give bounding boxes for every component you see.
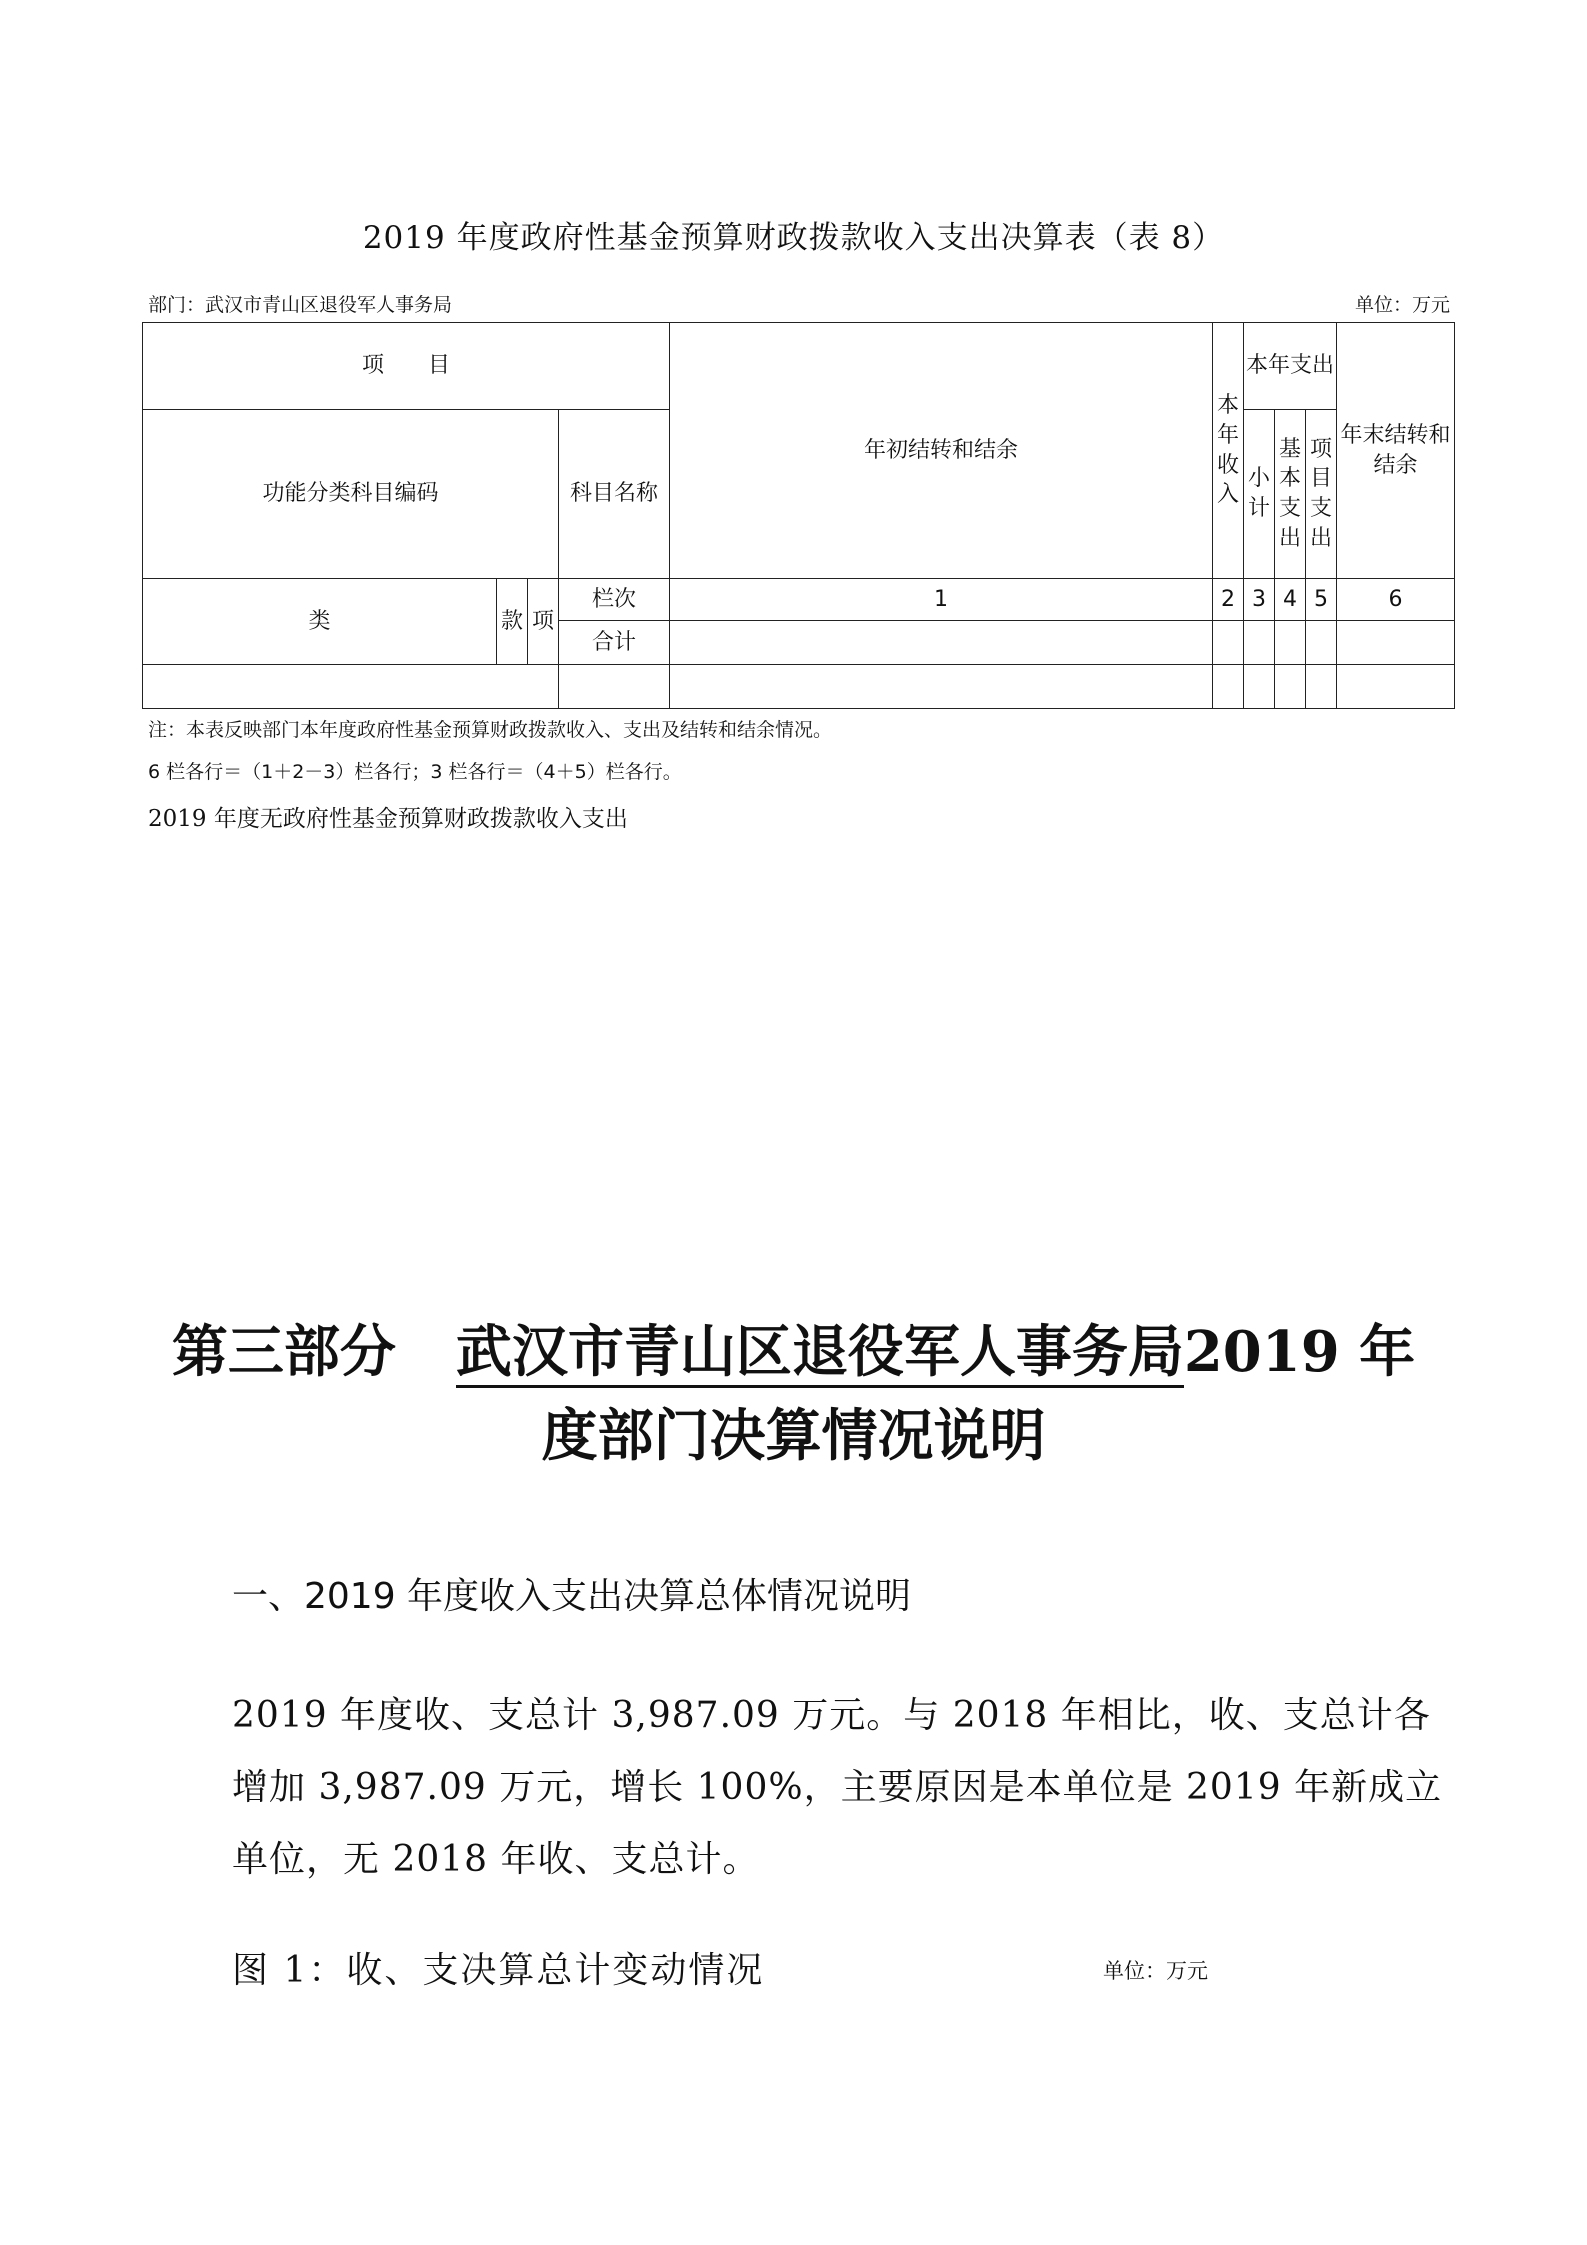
figure-caption: 图 1：收、支决算总计变动情况 — [232, 1950, 765, 1991]
table-note: 注：本表反映部门本年度政府性基金预算财政拨款收入、支出及结转和结余情况。 — [148, 719, 833, 741]
part-heading-org: 武汉市青山区退役军人事务局 — [456, 1319, 1184, 1388]
column-number: 3 — [1244, 579, 1275, 621]
header-category: 类 — [143, 579, 497, 665]
column-index-label: 栏次 — [559, 579, 670, 621]
header-closing-balance: 年末结转和结余 — [1337, 323, 1455, 579]
header-basic-char: 基 — [1279, 436, 1302, 462]
header-subtotal-char: 计 — [1248, 496, 1271, 521]
header-project-char: 支 — [1310, 496, 1333, 521]
total-cell — [1213, 621, 1244, 665]
total-cell — [1306, 621, 1337, 665]
part-heading-line2: 度部门决算情况说明 — [541, 1403, 1046, 1469]
table-row — [143, 665, 1455, 709]
header-subtotal — [1244, 410, 1275, 579]
header-income-char: 本 — [1217, 393, 1240, 419]
column-number: 4 — [1275, 579, 1306, 621]
total-cell — [1337, 621, 1455, 665]
header-basic-expenditure — [1275, 410, 1306, 579]
summary-paragraph: 2019 年度收、支总计 3,987.09 万元。与 2018 年相比，收、支总计各增加 3,987.09 万元，增长 100%，主要原因是本单位是 2019 年新成立单位，无 2018 年收、支总计。 — [232, 1695, 1443, 1880]
fund-budget-table — [142, 322, 1455, 709]
part-heading-suffix: 2019 年 — [1183, 1319, 1416, 1385]
header-subtotal-char: 小 — [1248, 466, 1271, 492]
empty-cell — [1244, 665, 1275, 709]
empty-cell — [1337, 665, 1455, 709]
empty-cell — [1275, 665, 1306, 709]
header-function-code: 功能分类科目编码 — [143, 410, 559, 579]
header-item: 项 目 — [143, 323, 670, 410]
total-label: 合计 — [559, 621, 670, 665]
total-cell — [1244, 621, 1275, 665]
header-project-char: 出 — [1310, 525, 1333, 551]
header-subject-name: 科目名称 — [559, 410, 670, 579]
unit-label: 单位：万元 — [1354, 294, 1450, 316]
header-basic-char: 支 — [1279, 496, 1302, 521]
header-project-expenditure — [1306, 410, 1337, 579]
table-note: 6 栏各行＝（1＋2－3）栏各行；3 栏各行＝（4＋5）栏各行。 — [148, 761, 682, 783]
header-basic-char: 出 — [1279, 525, 1302, 551]
empty-cell — [670, 665, 1213, 709]
column-number: 2 — [1213, 579, 1244, 621]
header-expenditure: 本年支出 — [1244, 323, 1337, 410]
header-income-char: 入 — [1217, 482, 1240, 508]
header-income-char: 年 — [1217, 422, 1240, 448]
header-basic-char: 本 — [1279, 466, 1302, 492]
header-income-char: 收 — [1217, 452, 1240, 478]
header-income — [1213, 323, 1244, 579]
header-xiang: 项 — [528, 579, 559, 665]
section-heading: 一、2019 年度收入支出决算总体情况说明 — [232, 1576, 912, 1617]
figure-unit: 单位：万元 — [1103, 1959, 1208, 1983]
column-number: 6 — [1337, 579, 1455, 621]
total-cell — [670, 621, 1213, 665]
header-opening-balance: 年初结转和结余 — [670, 323, 1213, 579]
empty-cell — [1213, 665, 1244, 709]
column-number: 1 — [670, 579, 1213, 621]
empty-cell — [143, 665, 559, 709]
table-title: 2019 年度政府性基金预算财政拨款收入支出决算表（表 8） — [362, 220, 1225, 256]
header-project-char: 项 — [1310, 436, 1333, 462]
empty-cell — [1306, 665, 1337, 709]
header-kuan: 款 — [497, 579, 528, 665]
header-project-char: 目 — [1310, 466, 1333, 492]
part-heading-prefix: 第三部分 — [171, 1319, 396, 1385]
department-label: 部门：武汉市青山区退役军人事务局 — [148, 294, 453, 316]
total-cell — [1275, 621, 1306, 665]
no-data-statement: 2019 年度无政府性基金预算财政拨款收入支出 — [148, 806, 628, 832]
empty-cell — [559, 665, 670, 709]
part-heading — [0, 1310, 1587, 1478]
column-number: 5 — [1306, 579, 1337, 621]
